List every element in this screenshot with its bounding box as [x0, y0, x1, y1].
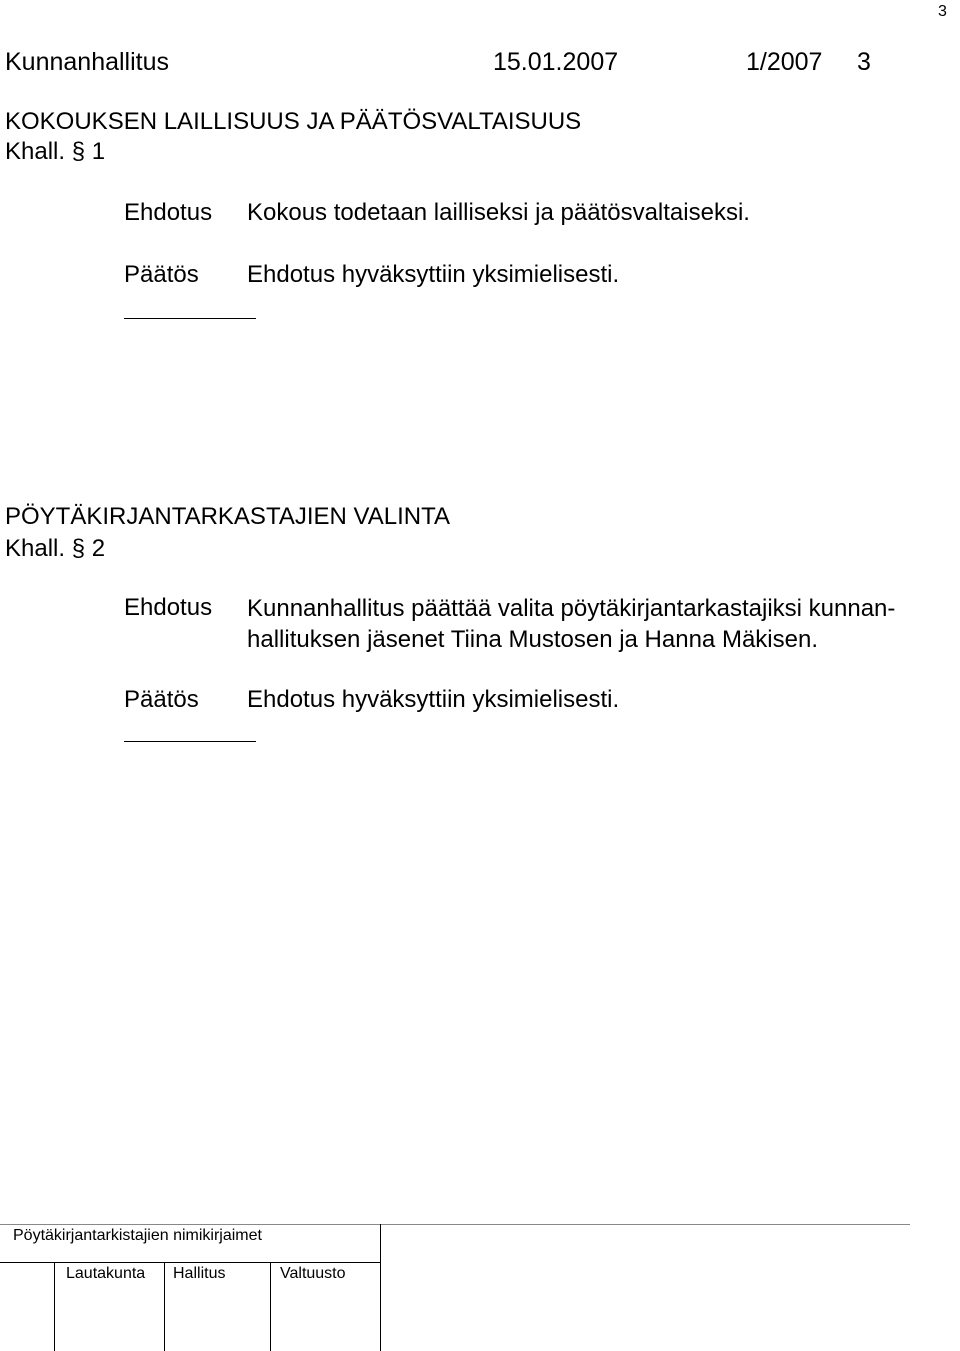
- initials-col-lautakunta: Lautakunta: [66, 1265, 146, 1282]
- footer-col-divider-4: [380, 1262, 381, 1351]
- initials-label: Pöytäkirjantarkistajien nimikirjaimet: [13, 1227, 262, 1244]
- section-1-title: KOKOUKSEN LAILLISUUS JA PÄÄTÖSVALTAISUUS: [5, 108, 582, 135]
- section-1-decision-label: Päätös: [124, 261, 199, 288]
- section-2-ref: Khall. § 2: [5, 535, 106, 562]
- section-2-title: PÖYTÄKIRJANTARKASTAJIEN VALINTA: [5, 503, 450, 530]
- footer-mid-rule: [0, 1262, 381, 1263]
- section-2-decision-text: Ehdotus hyväksyttiin yksimielisesti.: [247, 686, 620, 713]
- initials-col-hallitus: Hallitus: [173, 1265, 226, 1282]
- section-1-ref: Khall. § 1: [5, 138, 106, 165]
- footer-col-divider-2: [164, 1262, 165, 1351]
- footer-col-divider-1: [54, 1262, 55, 1351]
- section-2-proposal-label: Ehdotus: [124, 594, 213, 621]
- section-1-decision-text: Ehdotus hyväksyttiin yksimielisesti.: [247, 261, 620, 288]
- section-1-proposal-text: Kokous todetaan lailliseksi ja päätösvaltaiseksi.: [247, 199, 750, 226]
- section-1-proposal-label: Ehdotus: [124, 199, 213, 226]
- header-meeting-number: 1/2007: [746, 48, 823, 76]
- section-2-decision-label: Päätös: [124, 686, 199, 713]
- footer-col-divider-3: [270, 1262, 271, 1351]
- footer-top-rule: [0, 1224, 910, 1225]
- page-number: 3: [938, 3, 947, 20]
- initials-col-valtuusto: Valtuusto: [280, 1265, 346, 1282]
- section-2-end-rule: [124, 741, 256, 742]
- footer-label-divider: [380, 1224, 381, 1264]
- header-page: 3: [857, 48, 871, 76]
- section-2-proposal-text: Kunnanhallitus päättää valita pöytäkirjantarkastajiksi kunnan-hallituksen jäsenet Tiina Mustosen ja Hanna Mäkisen.: [247, 595, 896, 653]
- header-date: 15.01.2007: [493, 48, 619, 76]
- header-org: Kunnanhallitus: [5, 48, 170, 76]
- section-1-end-rule: [124, 318, 256, 319]
